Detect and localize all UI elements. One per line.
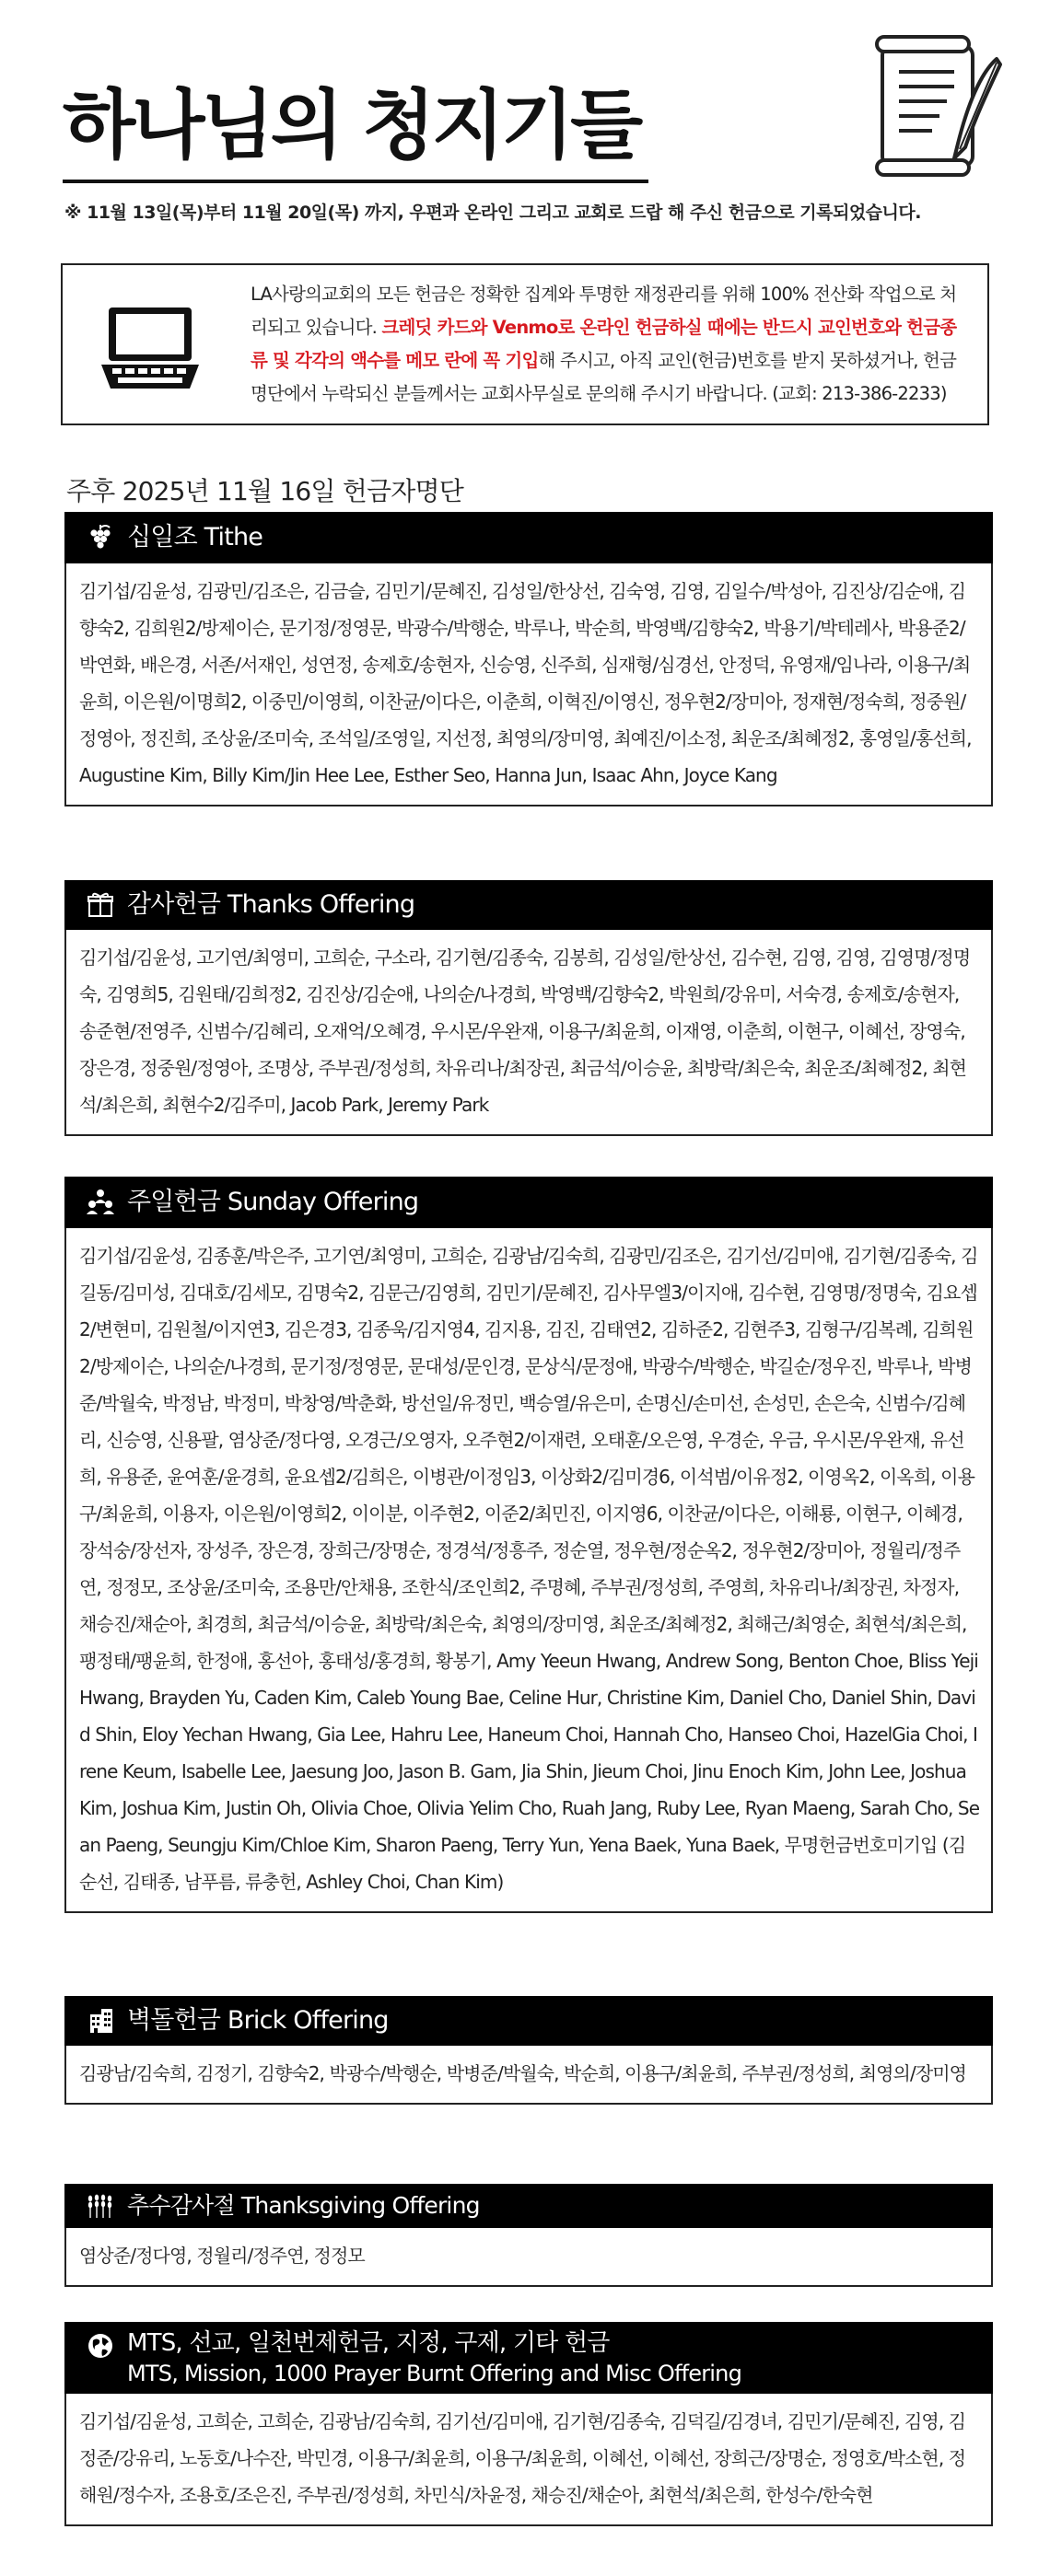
globe-icon [85,2330,116,2361]
section-header [64,512,993,563]
scroll-quill-icon [866,28,1004,184]
section-title: 주일헌금 Sunday Offering [127,1187,419,1216]
notice-part3: 해 주시고, 아직 교인(헌금)번호를 받지 못하셨거나, 헌금 명단에서 누락되신 분들께서는 교회사무실로 문의해 주시기 바랍니다. (교회: 213-386-2233) [251,350,957,404]
date-heading: 주후 2025년 11월 16일 헌금자명단 [66,476,463,506]
section-brick [64,1996,993,2105]
page-header [0,0,1050,223]
section-header [64,880,993,930]
section-tithe [64,512,993,806]
section-title: MTS, 선교, 일천번제헌금, 지정, 구제, 기타 헌금 [127,2329,610,2357]
section-header [64,1177,993,1228]
section-sunday [64,1177,993,1913]
section-thanksgiving [64,2184,993,2287]
section-title: 십일조 Tithe [127,522,263,551]
section-title: 벽돌헌금 Brick Offering [127,2005,389,2035]
section-subtitle: MTS, Mission, 1000 Prayer Burnt Offering and Misc Offering [127,2361,742,2386]
people-icon [85,1187,116,1218]
notice-highlight: 크레딧 카드와 Venmo로 온라인 헌금하실 때에는 반드시 교인번호와 헌금종류 및 각각의 액수를 메모 란에 꼭 기입 [251,317,957,371]
section-thanks [64,880,993,1136]
section-title: 감사헌금 Thanks Offering [127,889,415,919]
section-title-group [127,2327,741,2388]
donor-list: 염상준/정다영, 정월리/정주연, 정정모 [64,2228,993,2287]
page-title: 하나님의 청지기들 [63,82,640,169]
donor-list: 김광남/김숙희, 김정기, 김향숙2, 박광수/박행순, 박병준/박월숙, 박순희, 이용구/최윤희, 주부권/정성희, 최영의/장미영 [64,2046,993,2105]
notice-part1: LA사랑의교회의 모든 헌금은 정확한 집계와 투명한 재정관리를 위해 100% 전산화 작업으로 처리되고 있습니다. [251,284,957,338]
title-underline [63,180,648,183]
donor-list: 김기섭/김윤성, 김종훈/박은주, 고기연/최영미, 고희순, 김광남/김숙희, 김광민/김조은, 김기선/김미애, 김기현/김종숙, 김길동/김미성, 김대호/김세모, 김명숙2, 김문근/김영희, 김민기/문혜진, 김사무엘3/이지애, 김수현, 김영명/정명숙, 김요셉2/변현미, 김원철/이지연3, 김은경3, 김종욱/김지영4, 김지용, 김진, 김태연2, 김하준2, 김현주3, 김형구/김복례, 김희원2/방제이슨, 나의순/나경희, 문기정/정영문, 문대성/문인경, 문상식/문정애, 박광수/박행순, 박길순/정우진, 박루나, 박병준/박월숙, 박정남, 박정미, 박창영/박춘화, 방선일/유정민, 백승열/유은미, 손명신/손미선, 손성민, 손은숙, 신범수/김혜리, 신승영, 신용팔, 염상준/정다영, 오경근/오영자, 오주현2/이재련, 오태훈/오은영, 우경순, 우금, 우시몬/우완재, 유선희, 유용준, 윤여훈/윤경희, 윤요셉2/김희은, 이병관/이정임3, 이상화2/김미경6, 이석범/이유정2, 이영옥2, 이옥희, 이용구/최윤희, 이용자, 이은원/이영희2, 이이분, 이주현2, 이준2/최민진, 이지영6, 이찬균/이다은, 이해룡, 이현구, 이혜경, 장석숭/장선자, 장성주, 장은경, 장희근/장명순, 정경석/정흥주, 정순열, 정우현/정순옥2, 정우현2/장미아, 정월리/정주연, 정정모, 조상윤/조미숙, 조용만/안채용, 조한식/조인희2, 주명혜, 주부권/정성희, 주영희, 차유리나/최장권, 차정자, 채승진/채순아, 최경희, 최금석/이승윤, 최방락/최은숙, 최영의/장미영, 최운조/최혜정2, 최해근/최영순, 최현석/최은희, 팽정태/팽윤희, 한정애, 홍선아, 홍태성/홍경희, 황봉기, Amy Yeeun Hwang, Andrew Song, Benton Choe, Bliss Yeji Hwang, Brayden Yu, Caden Kim, Caleb Young Bae, Celine Hur, Christine Kim, Daniel Cho, Daniel Shin, David Shin, Eloy Yechan Hwang, Gia Lee, Hahru Lee, Haneum Choi, Hannah Cho, Hanseo Choi, HazelGia Choi, Irene Keum, Isabelle Lee, Jaesung Joo, Jason B. Gam, Jia Shin, Jieum Choi, Jinu Enoch Kim, John Lee, Joshua Kim, Joshua Kim, Justin Oh, Olivia Choe, Olivia Yelim Cho, Ruah Jang, Ruby Lee, Ryan Maeng, Sarah Cho, Sean Paeng, Seungju Kim/Chloe Kim, Sharon Paeng, Terry Yun, Yena Baek, Yuna Baek, 무명헌금번호미기입 (김순선, 김태종, 남푸름, 류충헌, Ashley Choi, Chan Kim) [64,1228,993,1913]
wheat-icon [85,2190,116,2222]
notice-text [251,278,969,411]
gift-icon [85,889,116,921]
donor-list: 김기섭/김윤성, 고기연/최영미, 고희순, 구소라, 김기현/김종숙, 김봉희, 김성일/한상선, 김수현, 김영, 김영, 김영명/정명숙, 김영희5, 김원태/김희정2, 김진상/김순애, 나의순/나경희, 박영백/김향숙2, 박원희/강유미, 서숙경, 송제호/송현자, 송준현/전영주, 신범수/김혜리, 오재억/오혜경, 우시몬/우완재, 이용구/최윤희, 이재영, 이춘희, 이현구, 이혜선, 장영숙, 장은경, 정중원/정영아, 조명상, 주부권/정성희, 차유리나/최장권, 최금석/이승윤, 최방락/최은숙, 최운조/최혜정2, 최현석/최은희, 최현수2/김주미, Jacob Park, Jeremy Park [64,930,993,1136]
section-header [64,2322,993,2394]
building-icon [85,2005,116,2036]
donor-list: 김기섭/김윤성, 김광민/김조은, 김금슬, 김민기/문혜진, 김성일/한상선, 김숙영, 김영, 김일수/박성아, 김진상/김순애, 김향숙2, 김희원2/방제이슨, 문기정/정영문, 박광수/박행순, 박루나, 박순희, 박영백/김향숙2, 박용기/박테레사, 박용준2/박연화, 배은경, 서존/서재인, 성연정, 송제호/송현자, 신승영, 신주희, 심재형/심경선, 안정덕, 유영재/임나라, 이용구/최윤희, 이은원/이명희2, 이중민/이영희, 이찬균/이다은, 이춘희, 이혁진/이영신, 정우현2/장미아, 정재현/정숙희, 정중원/정영아, 정진희, 조상윤/조미숙, 조석일/조영일, 지선정, 최영의/장미영, 최예진/이소정, 최운조/최혜정2, 홍영일/홍선희, Augustine Kim, Billy Kim/Jin Hee Lee, Esther Seo, Hanna Jun, Isaac Ahn, Joyce Kang [64,563,993,806]
donor-list: 김기섭/김윤성, 고희순, 고희순, 김광남/김숙희, 김기선/김미애, 김기현/김종숙, 김덕길/김경녀, 김민기/문혜진, 김영, 김정준/강유리, 노동호/나수잔, 박민경, 이용구/최윤희, 이용구/최윤희, 이혜선, 이혜선, 장희근/장명순, 정영호/박소현, 정해원/정수자, 조용호/조은진, 주부권/정성희, 차민식/차윤정, 채승진/채순아, 최현석/최은희, 한성수/한숙현 [64,2394,993,2526]
computer-icon [96,304,204,392]
section-header [64,1996,993,2046]
notice-box [61,263,989,425]
section-header [64,2184,993,2228]
period-note: ※ 11월 13일(목)부터 11월 20일(목) 까지, 우편과 온라인 그리고 교회로 드랍 해 주신 헌금으로 기록되었습니다. [64,203,921,223]
grapes-icon [85,522,116,553]
section-misc [64,2322,993,2526]
section-title: 추수감사절 Thanksgiving Offering [127,2192,480,2219]
